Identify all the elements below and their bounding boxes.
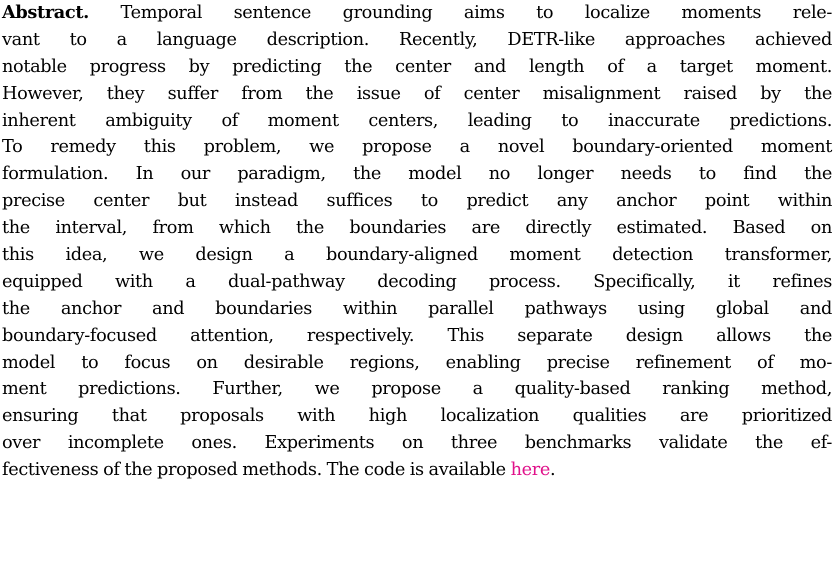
abstract-heading: Abstract. [2,2,89,23]
abstract-line-7: formulation. In our paradigm, the model no longer needs to find the [2,164,832,185]
abstract-end-period: . [549,460,556,481]
abstract-line-12: the anchor and boundaries within parallel pathways using global and [2,298,832,319]
abstract-line-3: notable progress by predicting the center and length of a target moment. [2,56,832,77]
abstract-line-4: However, they suffer from the issue of center misalignment raised by the [2,83,832,104]
abstract-line-9: the interval, from which the boundaries are directly estimated. Based on [2,218,832,239]
abstract-line-16: ensuring that proposals with high localization qualities are prioritized [2,406,832,427]
abstract-line-18 [2,457,832,484]
abstract-line-1 [2,0,832,27]
abstract-line-11: equipped with a dual-pathway decoding process. Specifically, it refines [2,271,832,292]
code-link[interactable]: here [510,460,550,481]
abstract-line-text: fectiveness of the proposed methods. The code is available [2,460,511,481]
abstract-line-8: precise center but instead suffices to predict any anchor point within [2,191,832,212]
abstract-line-14: model to focus on desirable regions, enabling precise refinement of mo- [2,352,832,373]
abstract-line-13: boundary-focused attention, respectively. This separate design allows the [2,325,832,346]
abstract-line-6: To remedy this problem, we propose a novel boundary-oriented moment [2,137,832,158]
abstract-line-text: Temporal sentence grounding aims to localize moments rele- [88,3,832,23]
abstract-line-15: ment predictions. Further, we propose a quality-based ranking method, [2,379,832,400]
abstract-line-2: vant to a language description. Recently, DETR-like approaches achieved [2,29,832,50]
abstract-line-10: this idea, we design a boundary-aligned moment detection transformer, [2,245,832,266]
abstract-line-17: over incomplete ones. Experiments on three benchmarks validate the ef- [2,433,832,454]
abstract-line-5: inherent ambiguity of moment centers, leading to inaccurate predictions. [2,110,832,131]
